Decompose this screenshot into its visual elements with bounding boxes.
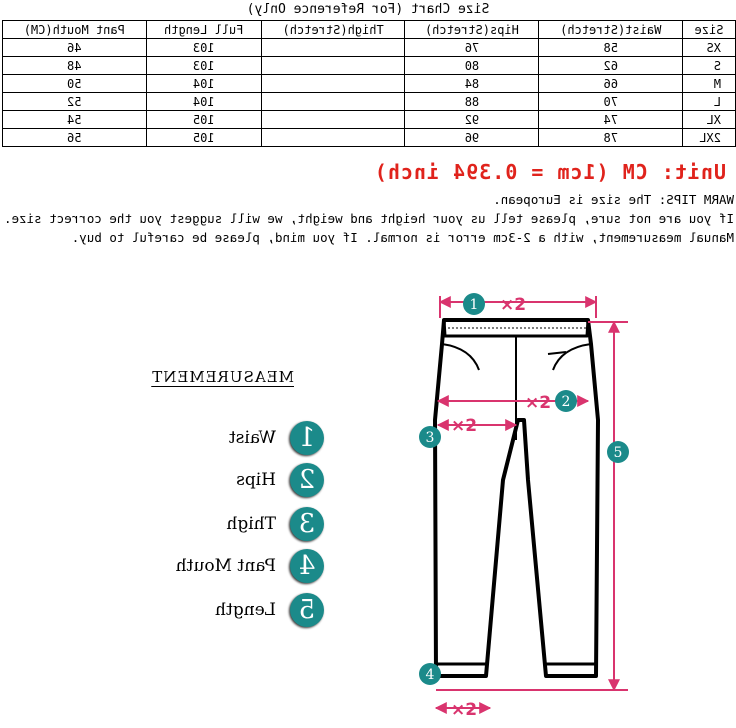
legend-item-hips xyxy=(236,460,324,500)
table-cell: 48 xyxy=(3,57,147,75)
marker-label: 2 xyxy=(561,394,571,410)
table-cell: 104 xyxy=(146,93,261,111)
tip-line: WARM TIPS: The size is European. xyxy=(493,192,734,207)
legend-item-thigh xyxy=(226,504,324,544)
table-cell: 103 xyxy=(146,57,261,75)
table-cell: 105 xyxy=(146,129,261,147)
table-cell: 2XL xyxy=(683,129,736,147)
legend-item-waist xyxy=(229,418,324,458)
col-header: Pant Mouth(CM) xyxy=(3,21,147,39)
tip-line: If you are not sure, please tell us your height and weight, we will suggest you the correct size. xyxy=(4,211,734,226)
legend-item-length xyxy=(215,590,324,630)
table-cell: 105 xyxy=(146,111,261,129)
mult-label: ×2 xyxy=(499,295,527,315)
table-cell: 103 xyxy=(146,39,261,57)
tip-line: Manual measurement, with a 2-3cm error is normal. If you mind, please be careful to buy. xyxy=(71,230,734,245)
legend-number: 5 xyxy=(290,593,324,627)
table-cell: XL xyxy=(683,111,736,129)
marker-label: 3 xyxy=(425,430,435,446)
col-header: Full Length xyxy=(146,21,261,39)
mult-label: ×2 xyxy=(450,700,478,720)
table-cell: 46 xyxy=(3,39,147,57)
marker-label: 4 xyxy=(425,667,435,683)
table-cell: 84 xyxy=(405,75,539,93)
table-cell: 56 xyxy=(3,129,147,147)
marker-label: 1 xyxy=(469,297,479,313)
col-header: Thigh(Stretch) xyxy=(261,21,405,39)
table-cell: 92 xyxy=(405,111,539,129)
pants-outline xyxy=(435,320,598,676)
table-cell: L xyxy=(683,93,736,111)
table-cell: 76 xyxy=(405,39,539,57)
table-cell: 74 xyxy=(539,111,683,129)
table-cell: 96 xyxy=(405,129,539,147)
measurement-title: MEASUREMENT xyxy=(151,368,294,386)
legend-number: 2 xyxy=(290,463,324,497)
legend-label: Waist xyxy=(228,428,276,448)
col-header: Waist(Stretch) xyxy=(539,21,683,39)
table-cell: 78 xyxy=(539,129,683,147)
table-cell: 62 xyxy=(539,57,683,75)
table-cell: 58 xyxy=(539,39,683,57)
chart-title: Size Chart (For Reference Only) xyxy=(246,2,490,17)
legend-label: Length xyxy=(215,600,276,620)
legend-number: 3 xyxy=(290,507,324,541)
table-cell: M xyxy=(683,75,736,93)
legend-item-pant-mouth xyxy=(176,546,324,586)
table-cell: 70 xyxy=(539,93,683,111)
unit-note: Unit: CM (1cm = 0.394 inch) xyxy=(373,160,726,184)
legend-number: 4 xyxy=(290,549,324,583)
legend-label: Thigh xyxy=(226,514,276,534)
table-cell: 50 xyxy=(3,75,147,93)
table-cell: 104 xyxy=(146,75,261,93)
legend-label: Pant Mouth xyxy=(175,556,276,576)
table-cell: XS xyxy=(683,39,736,57)
legend-label: Hips xyxy=(236,470,276,490)
table-cell: 52 xyxy=(3,93,147,111)
legend-number: 1 xyxy=(290,421,324,455)
mult-label: ×2 xyxy=(450,416,478,436)
col-header: Hips(Stretch) xyxy=(405,21,539,39)
table-cell: 54 xyxy=(3,111,147,129)
marker-label: 5 xyxy=(613,445,623,461)
col-header: Size xyxy=(683,21,736,39)
table-cell: 88 xyxy=(405,93,539,111)
table-cell: 66 xyxy=(539,75,683,93)
table-cell: S xyxy=(683,57,736,75)
table-cell: 80 xyxy=(405,57,539,75)
mult-label: ×2 xyxy=(524,393,552,413)
